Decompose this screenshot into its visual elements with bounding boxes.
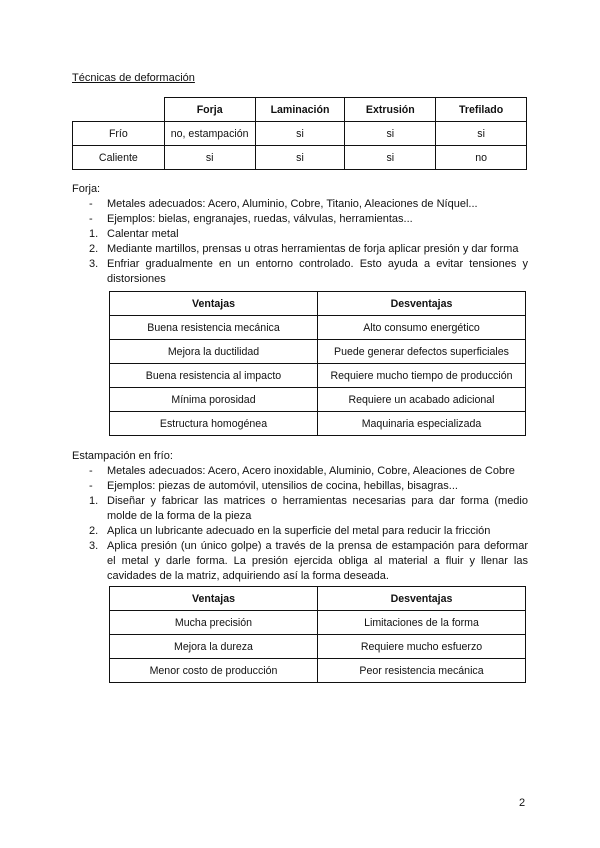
step-number: 1.	[89, 495, 99, 507]
table-cell: Alto consumo energético	[318, 316, 526, 340]
table-cell: Requiere un acabado adicional	[318, 388, 526, 412]
forja-list	[72, 197, 528, 287]
table-header-cell: Extrusión	[345, 98, 436, 122]
list-item	[72, 227, 528, 242]
table-cell: Puede generar defectos superficiales	[318, 340, 526, 364]
row-label: Caliente	[73, 146, 165, 170]
table-row	[110, 340, 526, 364]
list-item-text: Ejemplos: piezas de automóvil, utensilios de cocina, hebillas, bisagras...	[107, 480, 458, 492]
table-cell: Peor resistencia mecánica	[318, 659, 526, 683]
list-item	[72, 197, 528, 212]
table-cell: si	[345, 122, 436, 146]
step-number: 3.	[89, 540, 99, 552]
table-header-cell: Ventajas	[110, 587, 318, 611]
step-number: 1.	[89, 228, 99, 240]
table-header-row	[73, 98, 527, 122]
list-item	[72, 479, 528, 494]
table-header-cell: Laminación	[255, 98, 345, 122]
table-cell: Mucha precisión	[110, 611, 318, 635]
table-cell: si	[255, 146, 345, 170]
forja-section	[72, 182, 528, 287]
table-row	[110, 364, 526, 388]
list-item-text: Enfriar gradualmente en un entorno controlado. Esto ayuda a evitar tensiones y distorsiones	[107, 258, 528, 285]
section-heading: Estampación en frío:	[72, 450, 173, 462]
bullet-marker: -	[89, 198, 93, 210]
table-cell: si	[255, 122, 345, 146]
table-header-cell: Desventajas	[318, 292, 526, 316]
table-row	[110, 388, 526, 412]
table-header-cell: Trefilado	[436, 98, 527, 122]
estampacion-pros-cons-table	[109, 586, 526, 683]
list-item-text: Aplica presión (un único golpe) a través de la prensa de estampación para deformar el metal y darle forma. La presión ejercida obliga al material a fluir y llenar las cavidades de la matriz, adquiriendo así la forma deseada.	[107, 540, 528, 582]
table-cell: Menor costo de producción	[110, 659, 318, 683]
list-item	[72, 464, 528, 479]
list-item	[72, 524, 528, 539]
list-item-text: Aplica un lubricante adecuado en la superficie del metal para reducir la fricción	[107, 525, 491, 537]
section-heading: Forja:	[72, 183, 101, 195]
bullet-marker: -	[89, 213, 93, 225]
table-cell: Estructura homogénea	[110, 412, 318, 436]
table-cell: no	[436, 146, 527, 170]
bullet-marker: -	[89, 480, 93, 492]
table-cell: si	[164, 146, 255, 170]
table-row	[110, 412, 526, 436]
forja-pros-cons-table	[109, 291, 526, 436]
step-number: 3.	[89, 258, 99, 270]
list-item	[72, 539, 528, 584]
table-corner-cell	[73, 98, 165, 122]
list-item-text: Calentar metal	[107, 228, 179, 240]
list-item-text: Ejemplos: bielas, engranajes, ruedas, válvulas, herramientas...	[107, 213, 413, 225]
table-cell: Buena resistencia al impacto	[110, 364, 318, 388]
table-cell: Mínima porosidad	[110, 388, 318, 412]
table-row	[110, 659, 526, 683]
table-cell: si	[436, 122, 527, 146]
table-row	[110, 611, 526, 635]
list-item	[72, 494, 528, 524]
list-item-text: Metales adecuados: Acero, Acero inoxidable, Aluminio, Cobre, Aleaciones de Cobre	[107, 465, 515, 477]
estampacion-list	[72, 464, 528, 584]
list-item-text: Mediante martillos, prensas u otras herramientas de forja aplicar presión y dar forma	[107, 243, 519, 255]
page-number: 2	[519, 797, 526, 809]
bullet-marker: -	[89, 465, 93, 477]
list-item-text: Metales adecuados: Acero, Aluminio, Cobre, Titanio, Aleaciones de Níquel...	[107, 198, 478, 210]
table-cell: Mejora la ductilidad	[110, 340, 318, 364]
list-item-text: Diseñar y fabricar las matrices o herramientas necesarias para dar forma (medio molde de la forma de la pieza	[107, 495, 528, 522]
table-cell: Maquinaria especializada	[318, 412, 526, 436]
table-header-cell: Forja	[164, 98, 255, 122]
table-header-cell: Ventajas	[110, 292, 318, 316]
list-item	[72, 212, 528, 227]
step-number: 2.	[89, 243, 99, 255]
table-row	[73, 122, 527, 146]
table-cell: si	[345, 146, 436, 170]
table-row	[110, 635, 526, 659]
table-cell: Requiere mucho esfuerzo	[318, 635, 526, 659]
table-row	[110, 316, 526, 340]
page-title: Técnicas de deformación	[72, 72, 195, 84]
table-cell: no, estampación	[164, 122, 255, 146]
table-cell: Limitaciones de la forma	[318, 611, 526, 635]
table-cell: Mejora la dureza	[110, 635, 318, 659]
table-cell: Buena resistencia mecánica	[110, 316, 318, 340]
table-header-row	[110, 292, 526, 316]
table-header-cell: Desventajas	[318, 587, 526, 611]
table-row	[73, 146, 527, 170]
estampacion-section	[72, 449, 528, 584]
list-item	[72, 257, 528, 287]
techniques-table	[72, 97, 527, 170]
table-cell: Requiere mucho tiempo de producción	[318, 364, 526, 388]
table-header-row	[110, 587, 526, 611]
list-item	[72, 242, 528, 257]
row-label: Frío	[73, 122, 165, 146]
step-number: 2.	[89, 525, 99, 537]
